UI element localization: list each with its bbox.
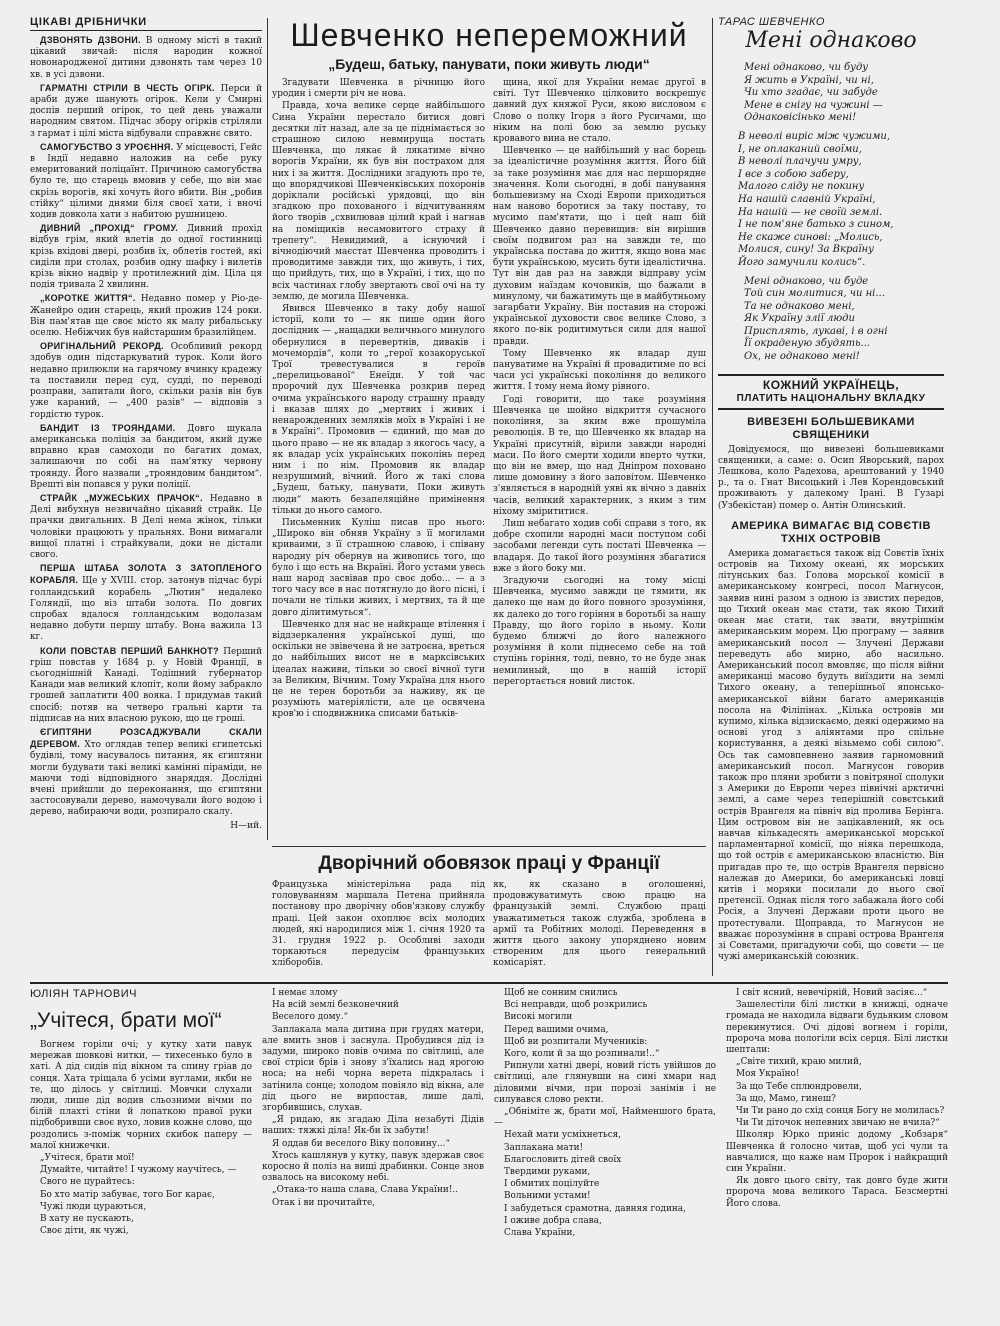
- news-item-text: Недавно в Делі вибухнув незвичайно цікавий страйк. Це прачки двигальних. В Делі нема жінок, тільки чоловіки працюють у пральнях. Вони вимагали вищої платні і страйкували, доки не дістали свого.: [30, 493, 262, 560]
- poem-line: Малого сліду не покину: [738, 181, 865, 193]
- poem-stanza-2: [718, 131, 944, 270]
- news-item: [30, 35, 262, 81]
- paragraph: Явився Шевченко в таку добу нашої історії, коли то — як пише один його дослідник — „нащадки величнього минулого обернулися в перевертнів, диваків і мочемордів“, коли то „герої козакоруської Трої тревестувалися в героїв „перелицьованої“ Енеїди. У той час пророчий дух Шевченка розкрив перед очима українського народу страшну правду і вказав шлях до „мертвих і живих і ненарожденних земляків моїх в Україні і не в Україні“. Промовив — єдиний, що мав до цього право — не як владар з якогось часу, а як владар усіх українських поколінь перед ним і по нім. Промовив як владар незрушимий, вічний. Його ж такі слова „Будеш, батьку, панувати, Поки живуть люди“ мають безапеляційне примінення тільки до нього самого.: [272, 304, 485, 516]
- paragraph: Високі могили: [504, 1012, 573, 1023]
- signature: Н—ий.: [230, 820, 262, 831]
- news-item-text: У місцевості, Гейс в Індії недавно наложив на себе руку емеритований поліцаїнт. Причиною самогубства було те, що старець вмовив у себе, що він має скрізь ворогів, які хочуть його вбити. Він „робив стійку“ цілими днями біля своєї хати, і вночі ходив довкола хати з набитою рушницею.: [30, 142, 262, 221]
- news-item-head: СТРАЙК „МУЖЕСЬКИХ ПРАЧОК“.: [40, 492, 203, 503]
- paragraph: Шевченко для нас не найкраще втілення і віддзеркалення української душі, що оскільки не звівечена й не затроєна, вреться до найбільших висот не в марксівських ідеалах наживи, тільки зо своєї вічної туги за Великим, Вічним. Тому Україна для нього це не терен боротьби за наживу, як це розуміють матеріялісти, але це освячена кров'ю і сподвижника списами батьків-: [272, 619, 485, 720]
- paragraph: В хату не пускають,: [40, 1214, 134, 1225]
- poem-line: Присплять, лукаві, і в огні: [744, 325, 888, 337]
- paragraph: І забудеться срамотна, давняя година,: [504, 1203, 686, 1214]
- paragraph: Годі говорити, що таке розуміння Шевченка це шойно відкриття сучасного покоління, за яким вже прошуміла революція. В те, що Шевченко як владар на Україні присутній, вірили завжди народні маси. По його смерти ходили вперто чутки, що він не вмер, що над Дніпром поховано лише домовину з його заповітом. Шевченко з'являється в народній уяві як вічно з давніх часів, великий характерник, з яким з тим ніхому змірититися.: [493, 394, 706, 517]
- news-item-text: Перси й араби дуже шанують огірок. Кели у Смирні доспів перший огірок, то цей день уважали народним святом. Підчас збору огірків стріляли з гармат і цілі міста відбували справжнє свято.: [30, 83, 262, 139]
- paragraph: За що, Мамо, гинеш?: [736, 1093, 836, 1104]
- divider-right: [712, 18, 713, 976]
- paragraph: Всі неправди, щоб розкрились: [504, 1000, 648, 1011]
- paragraph: Чи Ти діточок непевних звичаю не вчила?“: [736, 1118, 940, 1129]
- paragraph: Лиш небагато ходив собі справи з того, як добре схопили народні маси поступом собі засобами легенди суть постаті Шевченка — владаря. До такої його розуміння збагатися вже з його боку ми.: [493, 518, 706, 574]
- poem-line: Мені однаково, чи буду: [744, 62, 869, 73]
- paragraph: Веселого дому.“: [272, 1012, 349, 1023]
- poem-line: Як Україну злії люди: [744, 313, 855, 325]
- paragraph: Щоб ви розпитали Мучеників:: [504, 1036, 648, 1047]
- america-text: Америка домагається також від Совєтів їхніх островів на Тихому океані, як морських літунських баз. Голова морської комісії в американському конгресі, посол Магнусон, заявив нині разом з одною із звистих передов, що Тихий океан має стати, так якою Тихий океан має стати, так звати, внутрішнім американським морем. Цю програму — заявив американський посол — Злучені Держави переведуть або мирно, або насильно. Американський посол вмовляє, що після війни американці масово будуть виїздити на землі Тихого океану, а теперішньої японсько-американської війни багато американців посола на Філіпінах. „Кілька островів ми купимо, кілька відзискаємо, деякі одержимо на основі угод з аліянтами про спільне користування, а деякі візьмемо собі силою“. Ось так самовпевнено заявив гарномовний американський посол. Магнусон говорив також про пляни зробити з повітряної сполуки з Америки до Европи через північні арктичні землі, а саме через теперішній совєтський острів Врангеля на північ від пролива Берінга. Цим островом він не зацікавлений, як ось навчав кількадесять американської морської парламентарної комісії, що ніяка перешкода, що той острів є американською власністю. Він пригадав про те, що острів Врангеля первісно належав до Америки, бо американські ловці китів і моряки посилали до нього свої претенсії. Однак після того забажала його собі Росія, а Злучені Держави проти цього не протестували. Щоправда, то Магнусон не вважає порозуміння в справі острова Врангеля зі Совєтами, пригадуючи собі, що совєти — це чужі американській союзник.: [718, 548, 944, 963]
- bottom-article: [30, 988, 948, 1310]
- paragraph: „Світе тихий, краю милий,: [736, 1057, 862, 1068]
- poem-line: І все з собою заберу,: [738, 168, 849, 180]
- paragraph: Щоб не сонним снились: [504, 988, 618, 998]
- poem-line: Однаковісінько мені!: [744, 112, 857, 124]
- paragraph: Письменник Куліш писав про нього: „Широко він обняв Україну з її могилами криваими, з її страшною славою, і співану народну річ обернув на живопись того, що було і що есть на Вкраїні. Його устами увесь наш народ засвівав про своє добо... — а з того часу все в нас потягнуло до його пісні, і почали не тільки живих, і мертвих, та й ще довго ділитимуться“.: [272, 517, 485, 618]
- news-item: [30, 423, 262, 491]
- news-item: [30, 293, 262, 339]
- america-title-2: ТХНІХ ОСТРОВІВ: [780, 532, 882, 545]
- paragraph: Рипнули хатні двері, новий гість увійшов до світлиці, але глянувши на сині хмари над діловими вічми, при порозі занімів і не силувався слово ректи.: [494, 1061, 716, 1105]
- news-item-head: ДЗВОНЯТЬ ДЗВОНИ.: [40, 35, 141, 45]
- news-item-text: Дивний прохід відбув грім, який влетів до одної гостинниці крізь вхідові двері, розбив їх, облетів гостей, які сиділи при столах, розбив одну шафку і вилетів крізь вікно надвір у протилежний дім. Ціла ця подія тривала 2 хвилинн.: [30, 224, 262, 291]
- paragraph: І обмитих поцілуйте: [504, 1179, 600, 1190]
- priests-title-1: ВИВЕЗЕНІ БОЛЬШЕВИКАМИ: [747, 415, 915, 428]
- paragraph: Бо хто матір забуває, того Бог карає,: [40, 1189, 215, 1200]
- news-item-text: Недавно помер у Ріо-де-Жанейро один старець, який прожив 124 роки. Він пам'ятав ще своє місто як малу рибальську оселю. Небіжчик був найстаршим бразилійцем.: [30, 294, 262, 339]
- banner-line-1: КОЖНИЙ УКРАЇНЕЦЬ,: [762, 377, 900, 392]
- paragraph: І світ ясний, невечірній, Новий засіяє...“: [736, 988, 928, 998]
- paragraph: Шевченко — це найбільший у нас борець за ідеалістичне розуміння життя. Його бій за таке розуміння має для нас першорядне значення. Коли сьогодні, в добі панування большевизму на Сході Европи приходиться нам наново боротися за таку поставу, то мусимо пам'ятати, що і цей наш бій Шевченко давно перевищив: він вирішив своїм подвигом раз на завжди те, що українська постава до життя, якщо вона має бути українською, мусить бути ідеалістична. Тут він дав раз на завжди відправу усім духовим наїздам кочовиків, що бажали в минулому, чи бажатимуть ще в майбутньому загарбати Україну. Він поставив на сторожі української духовости своє велике Слово, з якого по-вік родитимуться сили для нашої правди.: [493, 146, 706, 347]
- bottom-col-1: [30, 1040, 252, 1284]
- poem-line: Ох, не однаково мені!: [744, 351, 860, 363]
- paragraph: Кого, коли й за що розпинали!..“: [504, 1049, 660, 1060]
- poem-stanza-3: [718, 276, 944, 364]
- bottom-rule: [30, 982, 948, 984]
- paragraph: Свого не цурайтесь:: [40, 1177, 135, 1188]
- paragraph: Твердими руками,: [504, 1167, 591, 1178]
- news-item-text: Довго шукала американська поліція за бандитом, який дуже вправно крав самоходи по багатих домах, залишаючи по собі на пам'ятку червону троянду. Його назвали „трояндовим бандитом“. Врешті він попався у руки поліції.: [30, 423, 262, 490]
- news-item: [30, 563, 262, 643]
- left-column: [30, 16, 262, 838]
- poem-line: Її окраденую збудять...: [744, 338, 871, 350]
- news-item-text: Особливий рекорд здобув один підстаркуватий турок. Коли його недавно прилюкли на гарячому вчинку крадежу та поставили перед суд, судді, по переводі розправи, запитали його, скільки разів він був уже караний, — „400 разів“ — відповів з гордістю турок.: [30, 342, 262, 420]
- news-item-head: САМОГУБСТВО З УРОЄННЯ.: [40, 141, 174, 152]
- paragraph: На всій землі безконечний: [272, 1000, 399, 1011]
- bottom-col-2: [262, 988, 484, 1306]
- news-item-text: В одному місті в такий цікавий звичай: після народин кожної новонародженої дитини дзвонять там через 10 хв. в усі дзвони.: [30, 36, 262, 80]
- article-subtitle: „Будеш, батьку, панувати, поки живуть люди“: [328, 56, 650, 72]
- paragraph: Тому Шевченко як владар душ пануватиме на Україні й провадитиме по всі часи усі українські покоління до великого життя. І тому нема йому рівного.: [493, 348, 706, 393]
- paragraph: Нехай мати усміхнеться,: [504, 1130, 622, 1141]
- paragraph: Хтось кашлянув у кутку, павук здержав своє коросно й поліз на вищі драбинки. Сонце знов озвалось на високому небі.: [262, 1150, 484, 1184]
- banner: [718, 374, 944, 410]
- america-title-1: АМЕРИКА ВИМАГАЄ ВІД СОВЄТІВ: [731, 519, 931, 532]
- news-item: [30, 727, 262, 819]
- paragraph: „Я ридаю, як згадаю Діла незабуті Дідів наших: тяжкі діла! Як-би їх забути!: [262, 1115, 484, 1137]
- news-item: [30, 646, 262, 725]
- bottom-col-1-wrap: [30, 988, 252, 1306]
- paragraph: Чи Ти рано до схід сонця Богу не молилась?: [736, 1106, 945, 1117]
- paragraph: Зашелестіли білі листки в книжці, одначе громада не находила відваги будьяким словом перекинутися. Очі дідові вогнем і горіли, пророча мова пологіли всіх серця. Білі листки шептали:: [726, 1000, 948, 1056]
- poem-line: Мене в снігу на чужині —: [744, 99, 883, 111]
- news-item-head: ЄГИПТЯНИ РОЗСАДЖУВАЛИ СКАЛИ ДЕРЕВОМ.: [30, 726, 262, 750]
- bottom-col-4: [726, 988, 948, 1306]
- banner-line-2: ПЛАТИТЬ НАЦІОНАЛЬНУ ВКЛАДКУ: [736, 392, 926, 404]
- poem-line: Його замучили колись“.: [738, 256, 866, 268]
- paragraph: Школяр Юрко приніс додому „Кобзаря“ Шевченка й голосно читав, щоб усі чули та навчалися, що каже нам Пророк і найкращий син України.: [726, 1130, 948, 1175]
- news-item-text: Ще у XVIII. стор. затонув підчас бурі голландський корабель „Лютин“ недалеко Голяндії, що віз штаби золота. По довгих спробах вдалося голландським водолазам недавно добути першу штабу. Вона важила 13 кг.: [30, 576, 262, 643]
- article-title: Шевченко непереможний: [290, 17, 688, 53]
- france-col-2: як, як сказано в оголошенні, продовжуватимуть свою працю на французькій землі. Службою праці уважатиметься також служба, зроблена в армії та Робітних молоді. Переведення в життя цього закону упоряднено новим створеним для цього генеральний комісаріят.: [493, 880, 706, 969]
- bottom-title: „Учітеся, брати мої“: [30, 1009, 222, 1032]
- paragraph: Своє діти, як чужі,: [40, 1226, 129, 1237]
- news-item-head: „КОРОТКЕ ЖИТТЯ“.: [40, 293, 136, 304]
- news-item-head: ОРИГІНАЛЬНИЙ РЕКОРД.: [40, 341, 164, 352]
- news-item: [30, 341, 262, 420]
- poem-line: В неволі плачучи умру,: [738, 156, 862, 168]
- left-items: [30, 35, 262, 819]
- paragraph: За що Тебе сплюндровели,: [736, 1081, 862, 1092]
- priests-title-2: СВЯЩЕНИКИ: [792, 428, 870, 441]
- paragraph: Отак і ви прочитайте,: [272, 1197, 376, 1208]
- paragraph: Благословить дітей своїх: [504, 1154, 622, 1165]
- paragraph: „Учітеся, брати мої!: [40, 1153, 135, 1164]
- poem-line: Чи хто згадає, чи забуде: [744, 87, 878, 99]
- paragraph: Вогнем горіли очі; у кутку хати павук мережав шовкові нитки, — тихесенько було в хаті. А дід сидів під вікном та спину гріав до сонця. Хата тріщала б усіми вуглами, якби не те, що ділось у світлиці. Мовчки слухали люди, лише дід водив сльозними вічми по білій плахті стіни й лопаткою правої руки підбобривши своє вухо, ловив кожне слово, що роздолись з-поміж чорних скибок паперу — малої книжечки.: [30, 1040, 252, 1151]
- poem-line: І не пом'яне батько з сином,: [738, 219, 894, 231]
- poem-line: Молися, сину! За Вкраїну: [738, 244, 874, 256]
- section-title: ЦІКАВІ ДРІБНИЧКИ: [30, 16, 262, 31]
- poem-line: На нашій — не своїй землі.: [738, 206, 883, 218]
- poem-line: На нашій славній Україні,: [738, 193, 876, 205]
- france-col-1: Французька міністерільна рада під головуванням маршала Петена прийняла постанову про дворічну обов'язкову службу праці. Цей закон охоплює всіх молодих людей, які народилися між 1. січня 1920 та 31. грудня 1922 р. Особливі заходи торкаються передусім французьких хліборобів.: [272, 880, 485, 969]
- poem-line: Мені однаково, чи буде: [744, 275, 869, 287]
- paragraph: Правда, хоча велике серце найбільшого Сина України перестало битися довгі десятки літ назад, але за це піднімається зо страшною силою невмируща постать Шевченка, що лякає й лякатиме вічно ворогів України, як був він пострахом для них і за життя. Дослідники згадують про те, що впорядчикові Шевченківських похоронів доріклали російські урядовці, що він згадкою про похованого і відчитуванням його творів „схвилював цілий край і нагнав на поміщиків несамовитого страху й трепету“. Невидимий, а існуючий і вічнодіючий маєстат Шевченка проводить і проводитиме завжди тих, що живуть, і тих, що прийдуть, тих, що в Україні, і тих, що по всіх частинах глобу звертають свої очі на ту землю, де могила Шевченка.: [272, 101, 485, 302]
- poem-author: ТАРАС ШЕВЧЕНКО: [718, 16, 825, 28]
- bottom-col-3: [494, 988, 716, 1306]
- paragraph: Слава України,: [504, 1228, 576, 1239]
- poem-line: І, не оплаканий своїми,: [738, 143, 862, 155]
- divider-left: [267, 18, 268, 840]
- poem-line: Той син молитися, чи ні...: [744, 288, 885, 300]
- article-col-1: [272, 78, 485, 840]
- poem-stanza-1: [718, 62, 944, 125]
- paragraph: Згадуючи сьогодні на тому місці Шевченка, мусимо завжди це тямити, як далеко ще нам до його повного зрозуміння, як далеко до того горіння в боротьбі за нашу Правду, що його горіло в ньому. Коли будемо ближчі до його належного розуміння й коли піднесемо себе на той ступінь горіння, тоді, певно, то не буде знак немилиный, що в нашій історії перегортається новий листок.: [493, 575, 706, 687]
- paragraph: Згадувати Шевченка в річницю його уродин і смерти річ не нова.: [272, 78, 485, 100]
- paragraph: Я оддав би веселого Віку половину...“: [272, 1138, 450, 1149]
- paragraph: Думайте, читайте! І чужому научітесь, —: [40, 1165, 237, 1176]
- france-title: Дворічний обовязок праці у Франції: [318, 853, 660, 874]
- main-article: [272, 16, 706, 844]
- priests-text: Довідуємося, що вивезені большевиками священики, а саме: о. Осип Яворський, парох Лешкова, коло Радехова, арештований у 1940 р., та о. Гнат Висоцький і Лев Корендовський проживають у далекому Ірані. В Гузарі (Узбекістан) помер о. Антін Олинський.: [718, 444, 944, 511]
- poem-line: В неволі виріс між чужими,: [738, 130, 891, 142]
- poem-line: Не скаже синові: „Молись,: [738, 231, 883, 243]
- paragraph: Як довго цього світу, так довго буде жити пророча мова великого Тараса. Безсмертні Його слова.: [726, 1176, 948, 1209]
- news-item-head: ПЕРША ШТАБА ЗОЛОТА З ЗАТОПЛЕНОГО КОРАБЛЯ.: [30, 563, 262, 586]
- paragraph: „Обніміте ж, брати мої, Найменшого брата, —: [494, 1107, 716, 1129]
- news-item: [30, 223, 262, 291]
- news-item-head: ГАРМАТНІ СТРІЛИ В ЧЕСТЬ ОГІРК.: [40, 82, 215, 93]
- poem-line: Та не однаково мені,: [744, 300, 855, 312]
- news-item-head: БАНДИТ ІЗ ТРОЯНДАМИ.: [40, 422, 176, 433]
- paragraph: Заплакала мала дитина при грудях матери, але вмить знов і заснула. Пробудився дід із задуми, широко повів очима по світлиці, але свої стріси брів і знову з'їхались над ярогою носа; на небі чорна верета підкралась і затінила сонце; холодом повіяло від вікна, але дід цього не вирпостав, лише далі, згорбившись, слухав.: [262, 1024, 484, 1114]
- news-item: [30, 142, 262, 221]
- article-col-2: [493, 78, 706, 840]
- paragraph: Чужі люди цураються,: [40, 1201, 147, 1212]
- poem-line: Я жить в Україні, чи ні,: [744, 74, 874, 86]
- news-item-text: Перший гріш повстав у 1684 р. у Новій Франції, в сьогоднішній Канаді. Тодішний губернатор Канади мав великий клопіт, коли йому забракло грошей заплатити 400 вояка. І придумав такий спосіб: потяв на четверо гральні карти та підписав на них власною рукою, що це гроші.: [30, 646, 262, 724]
- right-column: [718, 16, 944, 976]
- news-item: [30, 83, 262, 140]
- bottom-author: ЮЛІЯН ТАРНОВИЧ: [30, 988, 137, 1000]
- france-article: [272, 846, 706, 977]
- paragraph: щина, якої для України немає другої в світі. Тут Шевченко цілковито воскрешує давний дух княжої Руси, якою висловом є Слово о полку Ігоря з його Русичами, що ніким на полі бою за землю руську кровавого вина не стало.: [493, 78, 706, 145]
- news-item-text: Хто оглядав тепер великі єгипетські будівлі, тому насувалось питання, як єгиптяни могли будувати такі великі камінні піраміди, не маючи тоді відповідного знаряддя. Дослідні вчені прийшли до переконання, що єгиптяни застосовували дерево, намочували його водою і дерево, набираючи води, розпирало скалу.: [30, 740, 262, 818]
- paragraph: Моя Україно!: [736, 1069, 800, 1080]
- paragraph: „Отака-то наша слава, Слава України!..: [272, 1185, 459, 1196]
- paragraph: Заплакана мати!: [504, 1142, 584, 1153]
- poem-title: Мені однаково: [745, 28, 917, 53]
- paragraph: І немає злому: [272, 988, 338, 998]
- paragraph: Вольними устами!: [504, 1191, 591, 1202]
- news-item-head: КОЛИ ПОВСТАВ ПЕРШИЙ БАНКНОТ?: [40, 645, 219, 656]
- paragraph: І оживе добра слава,: [504, 1215, 602, 1226]
- news-item-head: ДИВНИЙ „ПРОХІД“ ГРОМУ.: [40, 223, 179, 234]
- paragraph: Перед вашими очима,: [504, 1024, 609, 1035]
- news-item: [30, 493, 262, 561]
